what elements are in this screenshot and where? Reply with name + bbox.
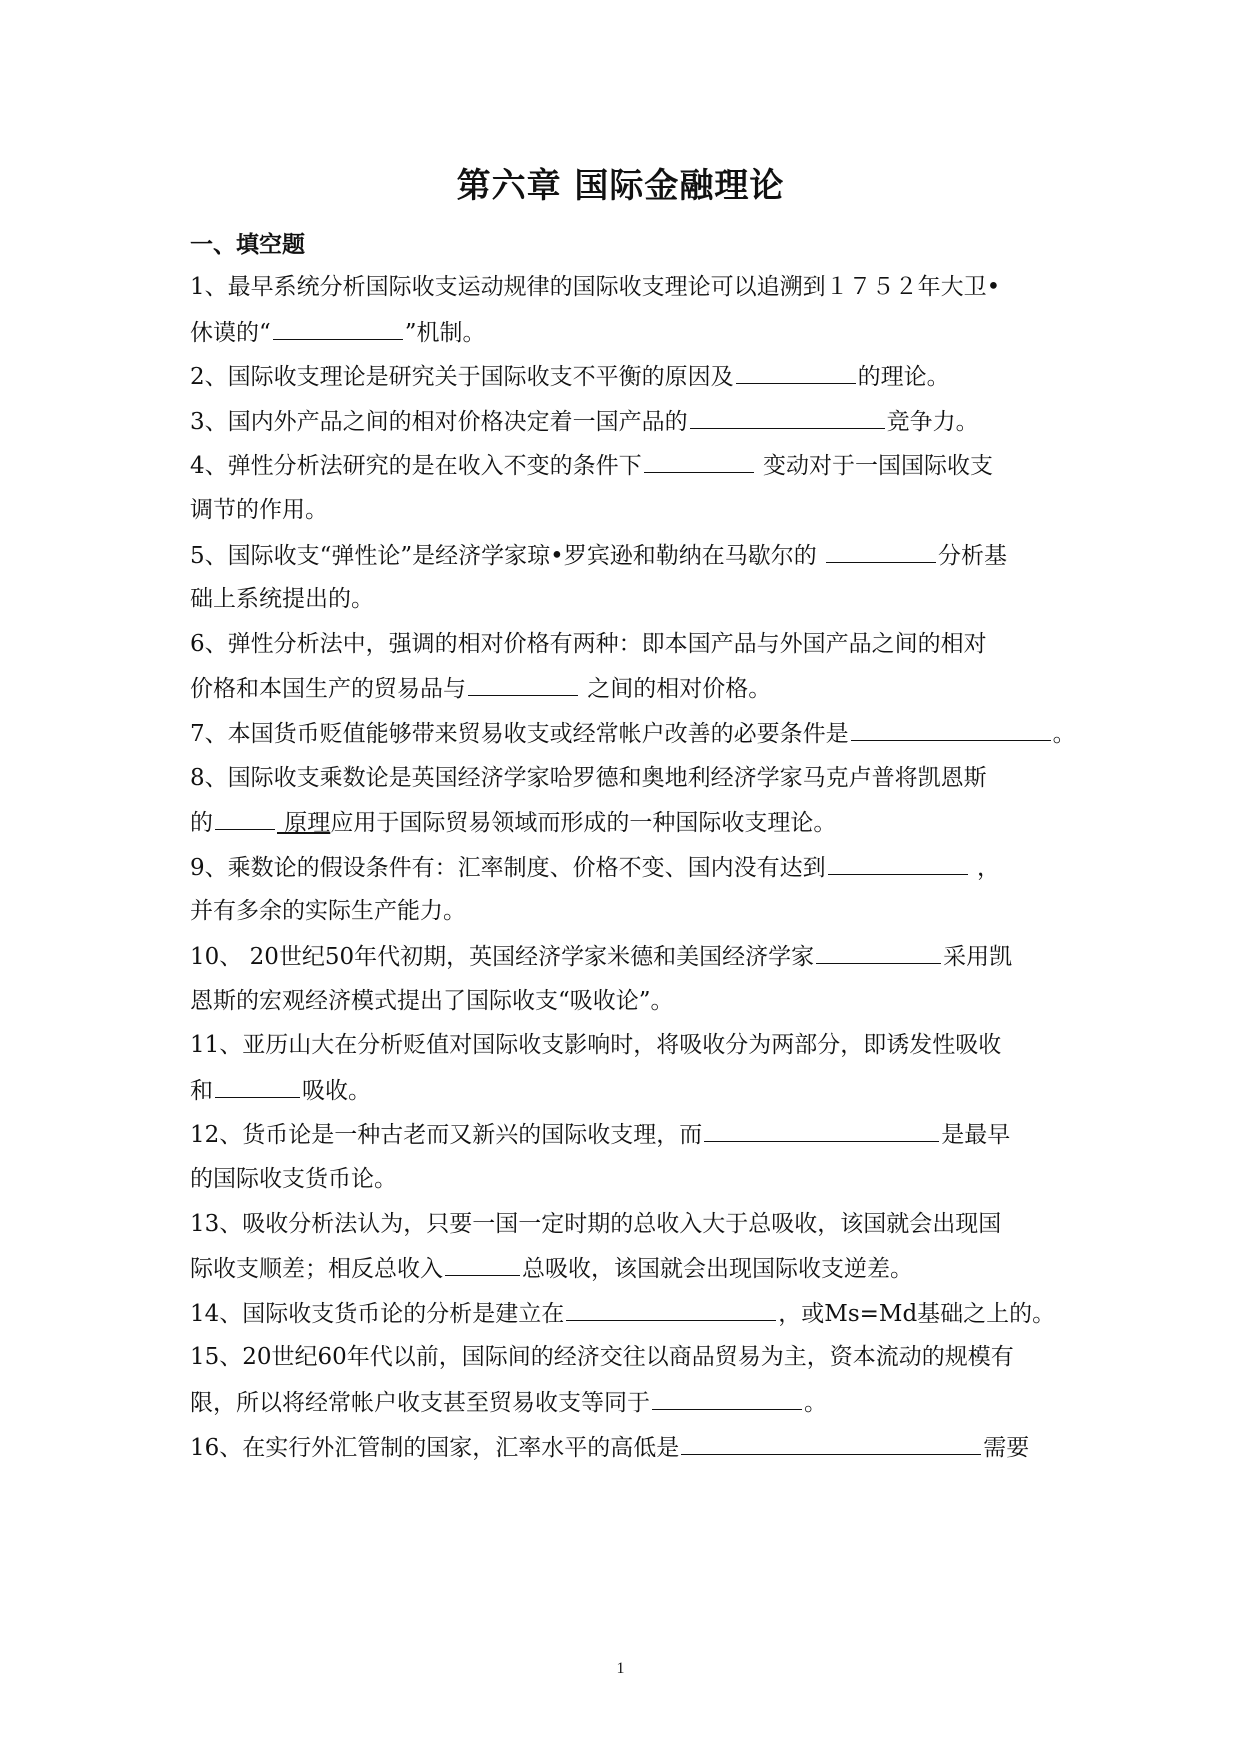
question-text: 11、亚历山大在分析贬值对国际收支影响时，将吸收分为两部分，即诱发性吸收 [190,1032,1002,1059]
question-line [190,1030,1001,1060]
answer-blank[interactable] [445,1253,520,1276]
answer-blank[interactable] [652,1387,802,1410]
answer-blank[interactable] [273,317,403,340]
question-text: 础上系统提出的。 [190,586,374,613]
question-line [190,629,987,659]
question-line [190,673,771,704]
question-text: 1、最早系统分析国际收支运动规律的国际收支理论可以追溯到１７５２年大卫• [190,274,1001,300]
question-line [190,718,1076,749]
question-text-tail: 采用凯 [943,944,1013,970]
question-text-tail: ， [969,854,1000,881]
question-text-tail: 的理论。 [857,364,950,391]
answer-blank[interactable] [468,673,578,696]
answer-blank[interactable] [566,1298,776,1321]
question-text-tail: 变动对于一国国际收支 [755,453,993,480]
question-text: 14、国际收支货币论的分析是建立在 [190,1300,565,1327]
question-line [190,941,1012,972]
question-text-tail: 需要 [983,1434,1030,1461]
question-line [190,1342,1014,1372]
page-number: 1 [616,1660,625,1677]
question-line [190,1075,371,1106]
question-line [190,896,466,926]
question-line [190,540,1007,571]
underlined-term: 原理 [277,810,331,837]
question-line [190,450,993,481]
answer-blank[interactable] [851,718,1051,741]
question-line [190,1253,913,1284]
question-text: 限，所以将经常帐户收支甚至贸易收支等同于 [190,1390,650,1416]
answer-blank[interactable] [644,450,754,473]
question-text: 15、20世纪60年代以前，国际间的经济交往以商品贸易为主，资本流动的规模有 [190,1344,1014,1371]
question-text-tail: 之间的相对价格。 [580,676,772,703]
answer-blank[interactable] [826,540,936,563]
answer-blank[interactable] [828,852,968,875]
question-text: 10、 20世纪50年代初期，英国经济学家米德和美国经济学家 [190,944,815,970]
question-line [190,317,486,348]
question-line [190,1432,1029,1463]
question-text-tail: 总吸收，该国就会出现国际收支逆差。 [522,1256,913,1283]
question-text: 的国际收支货币论。 [190,1166,397,1192]
question-text: 5、国际收支“弹性论”是经济学家琼•罗宾逊和勒纳在马歇尔的 [190,542,825,569]
question-text: 7、本国货币贬值能够带来贸易收支或经常帐户改善的必要条件是 [190,721,849,747]
question-line [190,763,987,793]
answer-blank[interactable] [690,406,885,429]
question-line [190,807,836,838]
question-line [190,1298,1055,1329]
answer-blank[interactable] [816,941,941,964]
question-line [190,1119,1010,1150]
question-text-tail: 是最早 [941,1122,1011,1149]
question-text-tail: ”机制。 [404,319,486,346]
question-text: 和 [190,1077,213,1104]
question-line [190,361,950,392]
question-line [190,495,328,525]
question-text: 际收支顺差；相反总收入 [190,1256,443,1283]
question-text: 恩斯的宏观经济模式提出了国际收支“吸收论”。 [190,987,674,1014]
answer-blank[interactable] [704,1119,939,1142]
question-line [190,852,1000,883]
answer-blank[interactable] [215,1075,300,1098]
question-line [190,584,374,614]
question-text: 调节的作用。 [190,497,328,523]
question-text: 价格和本国生产的贸易品与 [190,676,466,703]
question-text-tail: 吸收。 [302,1077,371,1104]
question-text: 2、国际收支理论是研究关于国际收支不平衡的原因及 [190,364,734,391]
question-text: 4、弹性分析法研究的是在收入不变的条件下 [190,453,642,480]
answer-blank[interactable] [215,807,275,830]
question-text-tail: 应用于国际贸易领域而形成的一种国际收支理论。 [330,810,837,837]
answer-blank[interactable] [736,361,856,384]
question-text-tail: 。 [1052,721,1076,747]
question-text: 6、弹性分析法中，强调的相对价格有两种：即本国产品与外国产品之间的相对 [190,630,987,657]
answer-blank[interactable] [681,1432,981,1455]
question-text-tail: 竞争力。 [886,408,979,435]
question-text: 16、在实行外汇管制的国家，汇率水平的高低是 [190,1434,680,1461]
question-text: 3、国内外产品之间的相对价格决定着一国产品的 [190,408,688,435]
question-text-tail: 分析基 [938,542,1008,569]
question-text: 休谟的“ [190,319,271,346]
question-text: 13、吸收分析法认为，只要一国一定时期的总收入大于总吸收，该国就会出现国 [190,1210,1002,1237]
question-text: 12、货币论是一种古老而又新兴的国际收支理，而 [190,1122,703,1149]
question-line [190,986,674,1016]
page-title: 第六章 国际金融理论 [456,166,785,206]
question-line [190,1387,827,1418]
question-line [190,272,1000,302]
question-text: 9、乘数论的假设条件有：汇率制度、价格不变、国内没有达到 [190,854,826,881]
question-line [190,1209,1001,1239]
question-text: 的 [190,810,213,837]
question-text-tail: ，或Ms=Md基础之上的。 [778,1300,1056,1327]
question-text: 并有多余的实际生产能力。 [190,898,466,925]
question-line [190,1164,397,1194]
question-text: 8、国际收支乘数论是英国经济学家哈罗德和奥地利经济学家马克卢普将凯恩斯 [190,764,987,791]
question-line [190,406,979,437]
section-heading: 一、填空题 [190,232,305,258]
question-text-tail: 。 [804,1390,827,1416]
